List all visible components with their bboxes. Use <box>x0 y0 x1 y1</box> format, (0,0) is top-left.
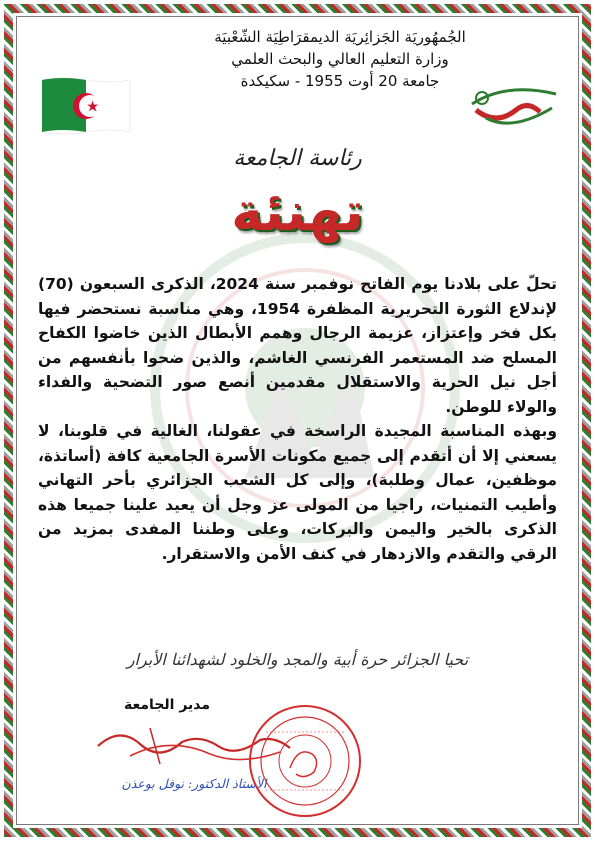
director-name: الأستاذ الدكتور: نوفل بوعذن <box>121 776 267 791</box>
official-stamp-icon <box>246 702 364 820</box>
message-body <box>38 272 557 566</box>
message-paragraph-1: تحلّ على بلادنا يوم الفاتح نوفمبر سنة 2024، الذكرى السبعون (70) لإندلاع الثورة التحريرية المظفرة 1954، وهي مناسبة نستحضر فيها بكل فخر وإعتزاز، عزيمة الرجال وهمم الأبطال الذين خاضوا الكفاح المسلح ضد المستعمر الفرنسي الغاشم، والذين ضحوا بأنفسهم من أجل نيل الحرية والاستقلال مقدمين أنصع صور التضحية والفداء والولاء للوطن. <box>38 275 557 416</box>
university-name: جامعة 20 أوت 1955 - سكيكدة <box>240 72 440 90</box>
congratulations-title: تهنئة <box>231 180 364 243</box>
header-block <box>175 26 505 92</box>
university-logo-icon <box>466 74 562 130</box>
message-paragraph-2: وبهذه المناسبة المجيدة الراسخة في عقولنا، الغالية في قلوبنا، لا يسعني إلا أن أتقدم إلى جميع مكونات الأسرة الجامعية كافة (أساتذة، موظفين، عمال وطلبة)، وإلى كل الشعب الجزائري بأحر التهاني وأطيب التمنيات، راجيا من المولى عز وجل أن يعيد علينا جميعا هذه الذكرى بالخير واليمن والبركات، وعلى وطننا المفدى بمزيد من الرقي والتقدم والازدهار في كنف الأمن والاستقرار. <box>38 422 557 563</box>
ministry-name: وزارة التعليم العالي والبحث العلمي <box>231 50 449 68</box>
director-title: مدير الجامعة <box>124 697 211 713</box>
republic-name: الجُمهُوريَة الجَزائِريَة الديمقرَاطِيَة الشّعْبيَة <box>214 28 466 46</box>
algeria-flag-icon <box>38 74 134 138</box>
presidency-label: رئاسة الجامعة <box>233 146 362 171</box>
closing-slogan: تحيا الجزائر حرة أبية والمجد والخلود لشهدائنا الأبرار <box>126 650 469 669</box>
